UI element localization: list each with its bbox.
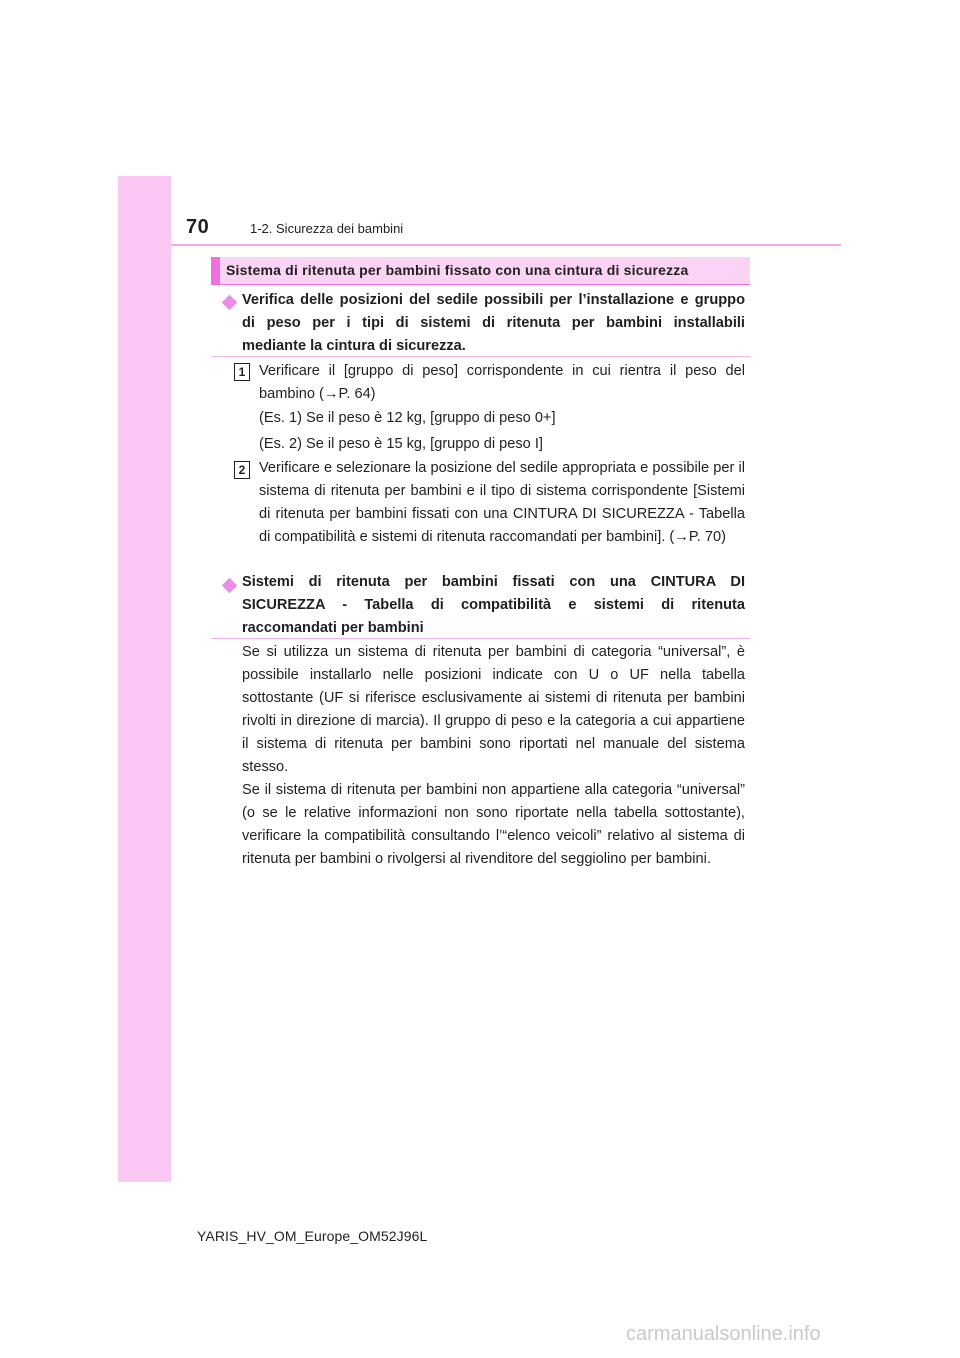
body-paragraph-2: Se il sistema di ritenuta per bambini non appartiene alla categoria “universal” (o se le relative informazioni non sono riportate nella tabella sottostante), verificare la compatibilità consultando l’“elenco veicoli” relativo al sistema di ritenuta per bambini o rivolgersi al rivenditore del seggiolino per bambini. — [242, 782, 745, 867]
side-band — [118, 176, 171, 1182]
subheading-1-line-3: mediante la cintura di sicurezza. — [242, 338, 466, 354]
header-rule — [171, 244, 841, 246]
page-number: 70 — [186, 216, 210, 238]
subheading-2-line-2: SICUREZZA - Tabella di compatibilità e sistemi di ritenuta — [242, 597, 745, 613]
step-2-text: Verificare e selezionare la posizione del sedile appropriata e possibile per il sistema di ritenuta per bambini e il tipo di sistema corrispondente [Sistemi di ritenuta per bambini fissati con una CINTURA DI SICUREZZA - Tabella di compatibilità e sistemi di ritenuta raccomandati per bambini]. (→P. 70) — [259, 460, 745, 545]
body-paragraph-1: Se si utilizza un sistema di ritenuta per bambini di categoria “universal”, è possibile installarlo nelle posizioni indicate con U o UF nella tabella sottostante (UF si riferisce esclusivamente ai sistemi di ritenuta per bambini rivolti in direzione di marcia). Il gruppo di peso e la categoria a cui appartiene il sistema di ritenuta per bambini sono riportati nel manuale del sistema stesso. — [242, 644, 745, 775]
step-number-1: 1 — [234, 363, 250, 381]
subheading-2-rule — [211, 638, 750, 639]
section-label: 1-2. Sicurezza dei bambini — [250, 221, 404, 236]
step-1-text: Verificare il [gruppo di peso] corrispondente in cui rientra il peso del bambino (→P. 64) — [259, 363, 745, 402]
section-title-box — [211, 257, 750, 284]
footer-code: YARIS_HV_OM_Europe_OM52J96L — [197, 1228, 428, 1244]
section-2-body — [242, 641, 745, 871]
diamond-bullet-icon — [222, 295, 238, 311]
subheading-1-rule — [211, 356, 750, 357]
title-rule — [211, 284, 750, 285]
step-1-example-2: (Es. 2) Se il peso è 15 kg, [gruppo di peso I] — [259, 436, 543, 452]
subheading-1-line-1: Verifica delle posizioni del sedile possibili per l’installazione e gruppo — [242, 292, 745, 308]
subheading-2-line-3: raccomandati per bambini — [242, 620, 424, 636]
step-1-example-1: (Es. 1) Se il peso è 12 kg, [gruppo di peso 0+] — [259, 410, 556, 426]
section-title: Sistema di ritenuta per bambini fissato con una cintura di sicurezza — [226, 262, 689, 278]
diamond-bullet-icon — [222, 578, 238, 594]
subheading-2-line-1: Sistemi di ritenuta per bambini fissati con una CINTURA DI — [242, 574, 745, 590]
subheading-1-line-2: di peso per i tipi di sistemi di ritenuta per bambini installabili — [242, 315, 745, 331]
step-number-2: 2 — [234, 461, 250, 479]
watermark: carmanualsonline.info — [626, 1323, 821, 1345]
